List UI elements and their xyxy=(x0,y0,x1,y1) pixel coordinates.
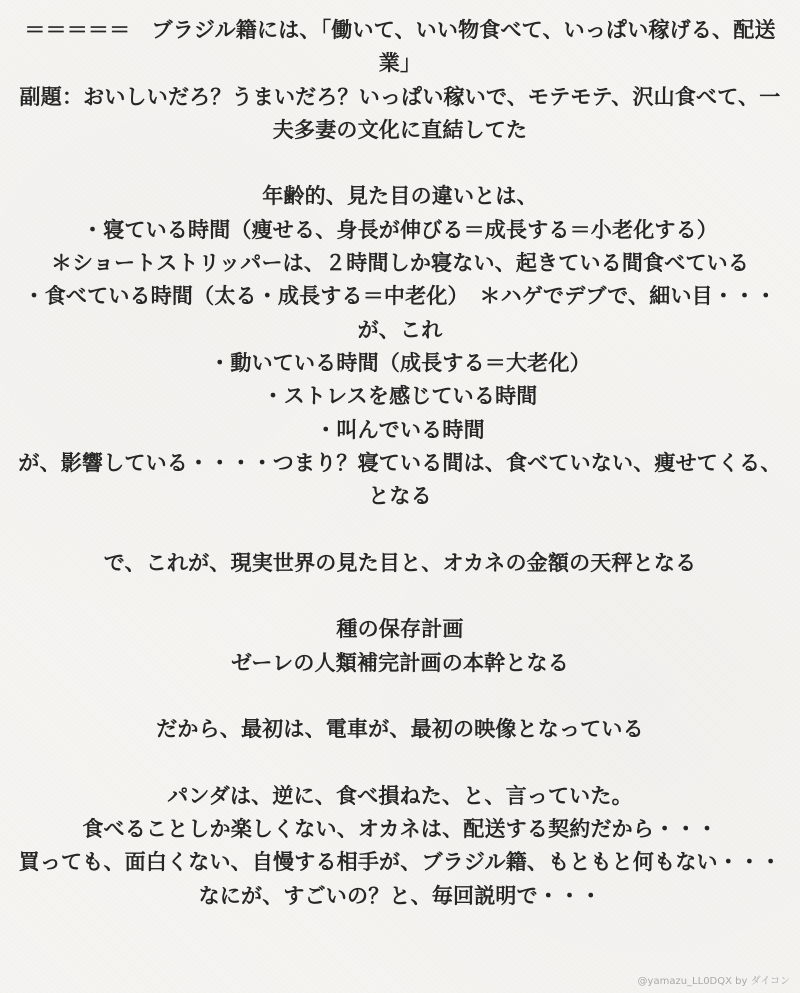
text-line: で、これが、現実世界の見た目と、オカネの金額の天秤となる xyxy=(103,550,697,575)
blank-line xyxy=(14,680,786,713)
blank-line xyxy=(14,747,786,780)
text-line: パンダは、逆に、食べ損ねた、と、言っていた。 xyxy=(167,783,633,808)
text-line: ・寝ている時間（痩せる、身長が伸びる＝成長する＝小老化する） xyxy=(82,217,718,242)
text-line: 副題：おいしいだろ？うまいだろ？いっぱい稼いで、モテモテ、沢山食べて、一夫多妻の文化に直結してた xyxy=(19,84,781,142)
blank-line xyxy=(14,580,786,613)
blank-line xyxy=(14,147,786,180)
text-line: 種の保存計画 xyxy=(336,617,464,642)
text-line: 食べることしか楽しくない、オカネは、配送する契約だから・・・ xyxy=(82,817,718,842)
text-line: ＝＝＝＝＝ ブラジル籍には、「働いて、いい物食べて、いっぱい稼げる、配送業」 xyxy=(24,18,776,76)
text-line: ・動いている時間（成長する＝大老化） xyxy=(209,350,591,375)
text-line: ＊ショートストリッパーは、２時間しか寝ない、起きている間食べている xyxy=(50,251,750,276)
watermark-credit: @yamazu_LL0DQX by ダイコン xyxy=(637,976,790,987)
text-line: なにが、すごいの？と、毎回説明で・・・ xyxy=(198,883,602,908)
text-line: ・食べている時間（太る・成長する＝中老化） ＊ハゲでデブで、細い目・・・が、これ xyxy=(23,284,777,342)
text-line: ゼーレの人類補完計画の本幹となる xyxy=(231,650,569,675)
text-line: ・ストレスを感じている時間 xyxy=(262,384,538,409)
text-line: ・叫んでいる時間 xyxy=(315,417,485,442)
blank-line xyxy=(14,513,786,546)
text-body xyxy=(14,14,786,913)
text-line: が、影響している・・・・つまり？寝ている間は、食べていない、痩せてくる、となる xyxy=(18,450,782,509)
text-line: だから、最初は、電車が、最初の映像となっている xyxy=(156,717,644,742)
text-line: 年齢的、見た目の違いとは、 xyxy=(262,184,538,209)
text-line: 買っても、面白くない、自慢する相手が、ブラジル籍、もともと何もない・・・ xyxy=(18,850,782,875)
